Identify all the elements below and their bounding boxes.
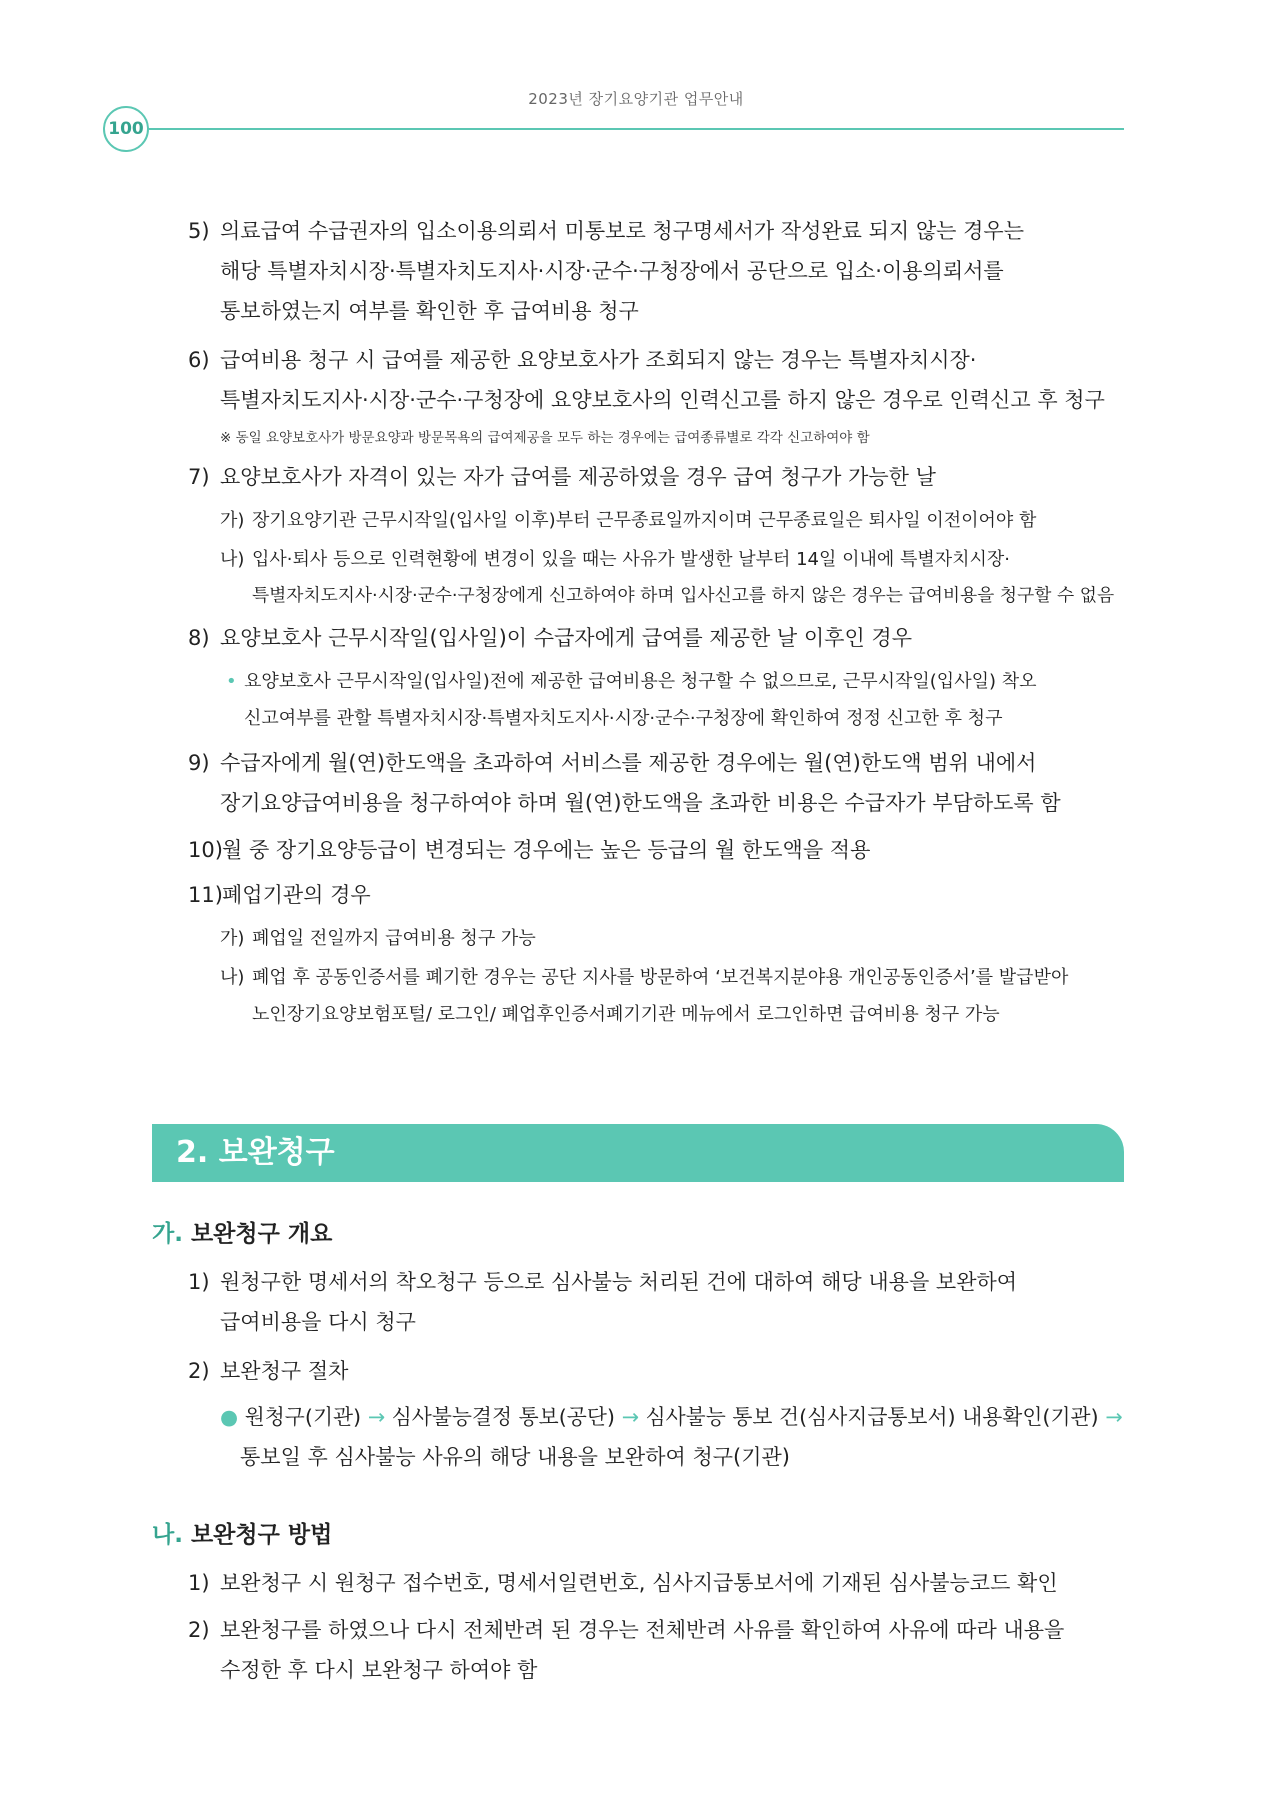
- bullet-text: 신고여부를 관할 특별자치시장·특별자치도지사·시장·군수·구청장에 확인하여 정정 신고한 후 청구: [244, 708, 1003, 729]
- item-text: 급여비용 청구 시 급여를 제공한 요양보호사가 조회되지 않는 경우는 특별자치시장·: [220, 348, 977, 372]
- subsection-title: 보완청구 개요: [190, 1221, 333, 1247]
- subsection-title: 보완청구 방법: [190, 1522, 333, 1548]
- item-number: 1): [188, 1571, 210, 1595]
- bullet-dot: •: [226, 671, 237, 692]
- subsection-heading: [152, 1219, 332, 1249]
- header-rule: [149, 128, 1124, 130]
- item-text: 급여비용을 다시 청구: [220, 1310, 416, 1334]
- item-text: 수정한 후 다시 보완청구 하여야 함: [220, 1658, 538, 1682]
- flow-step: 심사불능 통보 건(심사지급통보서) 내용확인(기관): [645, 1405, 1099, 1429]
- item-text: 통보하였는지 여부를 확인한 후 급여비용 청구: [220, 299, 639, 323]
- bullet-text: 요양보호사 근무시작일(입사일)전에 제공한 급여비용은 청구할 수 없으므로, 근무시작일(입사일) 착오: [244, 671, 1037, 692]
- item-text: 원청구한 명세서의 착오청구 등으로 심사불능 처리된 건에 대하여 해당 내용을 보완하여: [220, 1270, 1018, 1294]
- item-text: 월 중 장기요양등급이 변경되는 경우에는 높은 등급의 월 한도액을 적용: [222, 838, 871, 862]
- page-number-badge: 100: [103, 106, 149, 152]
- item-text: 보완청구 시 원청구 접수번호, 명세서일련번호, 심사지급통보서에 기재된 심사불능코드 확인: [220, 1571, 1058, 1595]
- item-text: 폐업기관의 경우: [222, 883, 371, 907]
- arrow-right-icon: →: [621, 1405, 639, 1429]
- item-text: 보완청구를 하였으나 다시 전체반려 된 경우는 전체반려 사유를 확인하여 사유에 따라 내용을: [220, 1618, 1065, 1642]
- item-number: 10): [188, 838, 223, 862]
- subsection-mark: 가.: [152, 1221, 183, 1247]
- subsection-mark: 나.: [152, 1522, 183, 1548]
- bullet-dot: ●: [220, 1405, 239, 1429]
- flow-step: 통보일 후 심사불능 사유의 해당 내용을 보완하여 청구(기관): [240, 1445, 790, 1469]
- item-number: 9): [188, 751, 210, 775]
- item-text: 의료급여 수급권자의 입소이용의뢰서 미통보로 청구명세서가 작성완료 되지 않는 경우는: [220, 219, 1024, 243]
- subitem-number: 가): [220, 510, 245, 531]
- subitem-text: 폐업일 전일까지 급여비용 청구 가능: [252, 928, 536, 949]
- item-number: 2): [188, 1359, 210, 1383]
- item-text: 보완청구 절차: [220, 1359, 349, 1383]
- item-number: 1): [188, 1270, 210, 1294]
- subitem-number: 나): [220, 549, 245, 570]
- subitem-text: 입사·퇴사 등으로 인력현황에 변경이 있을 때는 사유가 발생한 날부터 14일 이내에 특별자치시장·: [252, 549, 1011, 570]
- item-text: 수급자에게 월(연)한도액을 초과하여 서비스를 제공한 경우에는 월(연)한도액 범위 내에서: [220, 751, 1037, 775]
- item-text: 해당 특별자치시장·특별자치도지사·시장·군수·구청장에서 공단으로 입소·이용의뢰서를: [220, 259, 1004, 283]
- subitem-text: 특별자치도지사·시장·군수·구청장에게 신고하여야 하며 입사신고를 하지 않은 경우는 급여비용을 청구할 수 없음: [252, 586, 1115, 606]
- item-text: 특별자치도지사·시장·군수·구청장에 요양보호사의 인력신고를 하지 않은 경우로 인력신고 후 청구: [220, 388, 1105, 412]
- flow-step: 심사불능결정 통보(공단): [391, 1405, 615, 1429]
- section-banner: 2. 보완청구: [152, 1124, 1124, 1182]
- footnote: ※ 동일 요양보호사가 방문요양과 방문목욕의 급여제공을 모두 하는 경우에는 급여종류별로 각각 신고하여야 함: [220, 430, 870, 446]
- item-text: 장기요양급여비용을 청구하여야 하며 월(연)한도액을 초과한 비용은 수급자가 부담하도록 함: [220, 791, 1061, 815]
- arrow-right-icon: →: [1105, 1405, 1123, 1429]
- subitem-text: 노인장기요양보험포털/ 로그인/ 폐업후인증서폐기기관 메뉴에서 로그인하면 급여비용 청구 가능: [252, 1004, 1000, 1025]
- procedure-flow: [220, 1403, 1123, 1431]
- item-number: 11): [188, 883, 223, 907]
- item-number: 5): [188, 219, 210, 243]
- item-number: 7): [188, 465, 210, 489]
- subitem-number: 가): [220, 928, 245, 949]
- subsection-heading: [152, 1520, 332, 1550]
- item-number: 2): [188, 1618, 210, 1642]
- arrow-right-icon: →: [367, 1405, 386, 1429]
- subitem-text: 폐업 후 공동인증서를 폐기한 경우는 공단 지사를 방문하여 ‘보건복지분야용 개인공동인증서’를 발급받아: [252, 967, 1069, 988]
- subitem-number: 나): [220, 967, 245, 988]
- item-text: 요양보호사 근무시작일(입사일)이 수급자에게 급여를 제공한 날 이후인 경우: [220, 626, 912, 650]
- subitem-text: 장기요양기관 근무시작일(입사일 이후)부터 근무종료일까지이며 근무종료일은 퇴사일 이전이어야 함: [252, 510, 1037, 531]
- flow-step: 원청구(기관): [244, 1405, 362, 1429]
- item-text: 요양보호사가 자격이 있는 자가 급여를 제공하였을 경우 급여 청구가 가능한 날: [220, 465, 936, 489]
- running-head: 2023년 장기요양기관 업무안내: [528, 90, 744, 108]
- item-number: 8): [188, 626, 210, 650]
- item-number: 6): [188, 348, 210, 372]
